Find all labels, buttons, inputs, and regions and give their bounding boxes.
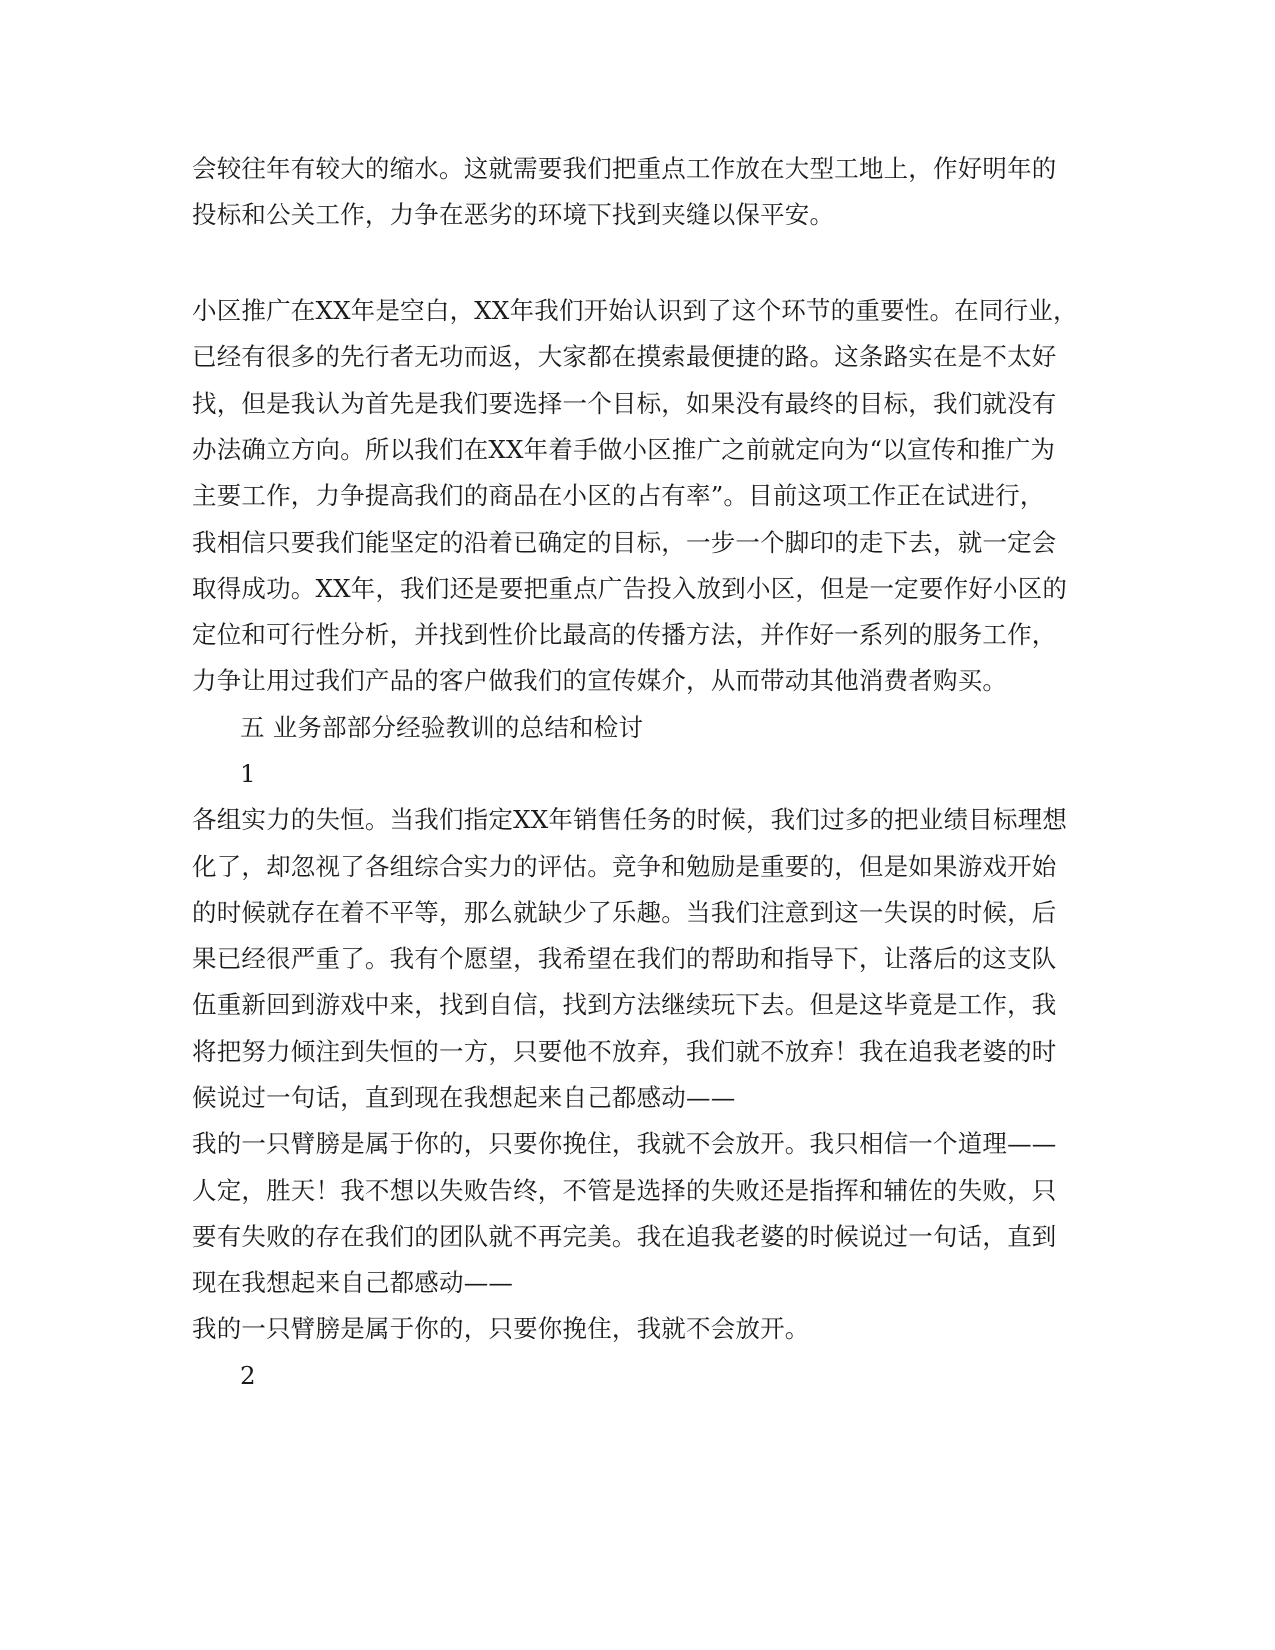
text-line: 小区推广在XX年是空白，XX年我们开始认识到了这个环节的重要性。在同行业， <box>192 296 1078 325</box>
text-line: 现在我想起来自己都感动—— <box>192 1268 514 1297</box>
text-line: 果已经很严重了。我有个愿望，我希望在我们的帮助和指导下，让落后的这支队 <box>192 944 1057 973</box>
text-line: 办法确立方向。所以我们在XX年着手做小区推广之前就定向为“以宣传和推广为 <box>192 435 1056 464</box>
text-line: 化了，却忽视了各组综合实力的评估。竞争和勉励是重要的，但是如果游戏开始 <box>192 852 1057 881</box>
text-line: 力争让用过我们产品的客户做我们的宣传媒介，从而带动其他消费者购买。 <box>192 666 1008 695</box>
text-line: 定位和可行性分析，并找到性价比最高的传播方法，并作好一系列的服务工作， <box>192 620 1057 649</box>
text-line: 各组实力的失恒。当我们指定XX年销售任务的时候，我们过多的把业绩目标理想 <box>192 805 1068 834</box>
text-line: 主要工作，力争提高我们的商品在小区的占有率”。目前这项工作正在试进行， <box>192 481 1045 510</box>
text-line: 人定，胜天！我不想以失败告终，不管是选择的失败还是指挥和辅佐的失败，只 <box>192 1176 1057 1205</box>
text-line: 将把努力倾注到失恒的一方，只要他不放弃，我们就不放弃！我在追我老婆的时 <box>192 1037 1057 1066</box>
section-heading: 五 业务部部分经验教训的总结和检讨 <box>240 713 644 742</box>
text-line: 取得成功。XX年，我们还是要把重点广告投入放到小区，但是一定要作好小区的 <box>192 574 1068 603</box>
text-line: 投标和公关工作，力争在恶劣的环境下找到夹缝以保平安。 <box>192 200 835 229</box>
text-line: 我的一只臂膀是属于你的，只要你挽住，我就不会放开。 <box>192 1314 810 1343</box>
text-line: 的时候就存在着不平等，那么就缺少了乐趣。当我们注意到这一失误的时候，后 <box>192 898 1057 927</box>
text-line: 找，但是我认为首先是我们要选择一个目标，如果没有最终的目标，我们就没有 <box>192 389 1057 418</box>
text-line: 要有失败的存在我们的团队就不再完美。我在追我老婆的时候说过一句话，直到 <box>192 1222 1057 1251</box>
text-line: 已经有很多的先行者无功而返，大家都在摸索最便捷的路。这条路实在是不太好 <box>192 342 1057 371</box>
item-number: 1 <box>240 759 256 788</box>
text-line: 候说过一句话，直到现在我想起来自己都感动—— <box>192 1083 736 1112</box>
item-number: 2 <box>240 1361 256 1390</box>
text-line: 会较往年有较大的缩水。这就需要我们把重点工作放在大型工地上，作好明年的 <box>192 154 1057 183</box>
text-line: 伍重新回到游戏中来，找到自信，找到方法继续玩下去。但是这毕竟是工作，我 <box>192 990 1057 1019</box>
text-line: 我相信只要我们能坚定的沿着已确定的目标，一步一个脚印的走下去，就一定会 <box>192 528 1057 557</box>
text-line: 我的一只臂膀是属于你的，只要你挽住，我就不会放开。我只相信一个道理—— <box>192 1129 1057 1158</box>
